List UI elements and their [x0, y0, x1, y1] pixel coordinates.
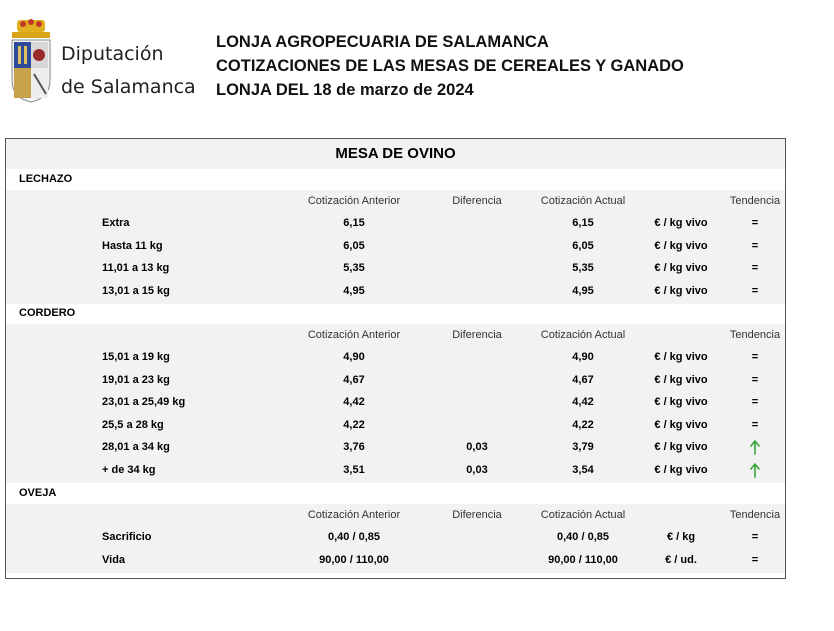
row-label: + de 34 kg — [102, 463, 156, 476]
cell-unit: € / kg vivo — [654, 373, 708, 386]
document-header — [216, 30, 684, 102]
cell-prev: 0,40 / 0,85 — [328, 531, 380, 543]
ovino-price-table — [5, 138, 786, 579]
cell-prev: 6,05 — [343, 239, 365, 252]
cell-prev: 90,00 / 110,00 — [319, 553, 389, 566]
trend-equal-icon: = — [751, 217, 759, 229]
table-row — [6, 280, 785, 302]
cell-diff: 0,03 — [466, 463, 488, 476]
table-title: MESA DE OVINO — [6, 139, 785, 169]
table-row — [6, 459, 785, 481]
cell-prev: 5,35 — [343, 262, 365, 274]
row-label: Hasta 11 kg — [102, 239, 163, 252]
row-label: 23,01 a 25,49 kg — [102, 396, 186, 408]
org-line-2: de Salamanca — [61, 76, 196, 98]
cell-curr: 6,05 — [572, 239, 594, 252]
cell-prev: 4,22 — [343, 418, 365, 431]
cell-unit: € / ud. — [665, 553, 697, 566]
cell-unit: € / kg vivo — [654, 396, 708, 408]
cell-unit: € / kg — [666, 531, 696, 543]
column-header: Cotización Anterior — [307, 329, 401, 341]
column-header: Tendencia — [729, 195, 781, 207]
row-label: 19,01 a 23 kg — [102, 373, 170, 386]
cell-unit: € / kg vivo — [654, 351, 708, 363]
cell-unit: € / kg vivo — [654, 441, 708, 453]
diputacion-coat-of-arms-logo — [6, 14, 56, 104]
cell-diff: 0,03 — [466, 441, 488, 453]
cell-prev: 6,15 — [343, 217, 365, 229]
trend-equal-icon: = — [751, 373, 759, 386]
trend-equal-icon: = — [751, 351, 759, 363]
column-header-row — [6, 504, 785, 526]
cell-prev: 4,67 — [343, 373, 365, 386]
table-row — [6, 257, 785, 279]
cell-curr: 5,35 — [572, 262, 594, 274]
table-row — [6, 526, 785, 548]
section-label-lechazo: LECHAZO — [19, 173, 73, 185]
cell-curr: 0,40 / 0,85 — [557, 531, 609, 543]
table-row — [6, 235, 785, 257]
trend-up-arrow-icon — [720, 459, 790, 478]
column-header: Diferencia — [452, 509, 502, 521]
trend-equal-icon: = — [751, 553, 759, 566]
cell-unit: € / kg vivo — [654, 262, 708, 274]
org-line-1: Diputación — [61, 43, 164, 65]
row-label: Vida — [102, 553, 126, 566]
trend-equal-icon: = — [751, 396, 759, 408]
row-label: 15,01 a 19 kg — [102, 351, 170, 363]
column-header: Cotización Actual — [540, 329, 626, 341]
table-row — [6, 414, 785, 436]
cell-curr: 3,54 — [572, 463, 594, 476]
row-label: 25,5 a 28 kg — [102, 418, 164, 431]
cell-curr: 4,95 — [572, 284, 594, 297]
cell-prev: 4,95 — [343, 284, 365, 297]
row-label: 11,01 a 13 kg — [102, 262, 170, 274]
trend-equal-icon: = — [751, 262, 759, 274]
column-header: Tendencia — [729, 509, 781, 521]
header-title-3: LONJA DEL 18 de marzo de 2024 — [216, 81, 474, 99]
cell-unit: € / kg vivo — [654, 418, 708, 431]
cell-curr: 4,67 — [572, 373, 594, 386]
cell-prev: 3,76 — [343, 441, 365, 453]
section-label-cordero: CORDERO — [19, 307, 76, 319]
column-header: Cotización Anterior — [307, 509, 401, 521]
column-header-row — [6, 324, 785, 346]
column-header: Cotización Actual — [540, 195, 626, 207]
column-header: Diferencia — [452, 195, 502, 207]
trend-equal-icon: = — [751, 239, 759, 252]
column-header-row — [6, 190, 785, 212]
table-row — [6, 391, 785, 413]
row-label: 13,01 a 15 kg — [102, 284, 170, 297]
row-label: Sacrificio — [102, 531, 152, 543]
trend-equal-icon: = — [751, 418, 759, 431]
cell-curr: 4,42 — [572, 396, 594, 408]
cell-curr: 4,90 — [572, 351, 594, 363]
trend-up-arrow-icon — [720, 436, 790, 455]
cell-prev: 4,90 — [343, 351, 365, 363]
section-label-oveja: OVEJA — [19, 487, 57, 499]
table-row — [6, 436, 785, 458]
organization-name — [61, 38, 196, 104]
cell-curr: 90,00 / 110,00 — [548, 553, 618, 566]
cell-curr: 4,22 — [572, 418, 594, 431]
header-title-1: LONJA AGROPECUARIA DE SALAMANCA — [216, 33, 549, 51]
table-row — [6, 212, 785, 234]
table-row — [6, 369, 785, 391]
cell-prev: 3,51 — [343, 463, 365, 476]
row-label: Extra — [102, 217, 130, 229]
header-title-2: COTIZACIONES DE LAS MESAS DE CEREALES Y GANADO — [216, 57, 684, 75]
cell-unit: € / kg vivo — [654, 463, 708, 476]
column-header: Cotización Anterior — [307, 195, 401, 207]
table-row — [6, 346, 785, 368]
cell-curr: 3,79 — [572, 441, 594, 453]
row-label: 28,01 a 34 kg — [102, 441, 170, 453]
cell-unit: € / kg vivo — [654, 217, 708, 229]
cell-unit: € / kg vivo — [654, 239, 708, 252]
cell-curr: 6,15 — [572, 217, 594, 229]
column-header: Cotización Actual — [540, 509, 626, 521]
column-header: Diferencia — [452, 329, 502, 341]
column-header: Tendencia — [729, 329, 781, 341]
trend-equal-icon: = — [751, 531, 759, 543]
cell-unit: € / kg vivo — [654, 284, 708, 297]
trend-equal-icon: = — [751, 284, 759, 297]
cell-prev: 4,42 — [343, 396, 365, 408]
table-row — [6, 549, 785, 571]
